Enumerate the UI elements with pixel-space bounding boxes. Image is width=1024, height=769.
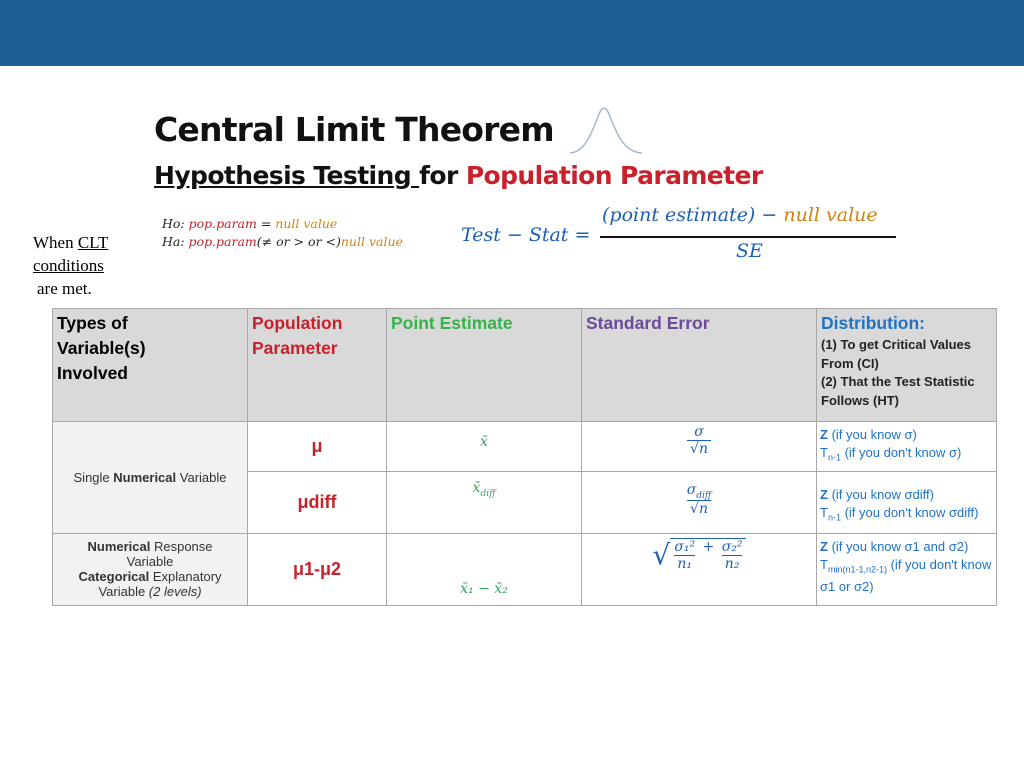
param-mudiff: μdiff: [248, 471, 387, 533]
se-diff-num-sub: diff: [696, 490, 712, 501]
header-types-line1: Types of: [57, 313, 128, 333]
param-mu1-mu2: μ1-μ2: [248, 533, 387, 605]
null-hypothesis: [162, 216, 337, 231]
side-note-met: are met.: [37, 279, 92, 298]
dist-mu-t-text: (if you don't know σ): [840, 445, 962, 460]
clt-summary-table: [52, 308, 997, 606]
ho-param: pop.param: [188, 216, 257, 231]
group1-post: Variable: [176, 469, 227, 485]
header-point-estimate-label: Point Estimate: [391, 313, 513, 333]
se-b-num: σ₂²: [721, 538, 743, 555]
dist-two-t-text: (if you don't know σ1 or σ2): [820, 556, 992, 595]
dist-sub-line3: (2) That the Test Statistic: [821, 374, 975, 389]
param-mu: μ: [248, 422, 387, 472]
standard-error-mudiff: [582, 471, 817, 533]
header-population: [248, 309, 387, 422]
header-standard-error-label: Standard Error: [586, 313, 710, 333]
point-estimate-xbar1-xbar2: x̄₁ − x̄₂: [387, 533, 582, 605]
se-a-den: n₁: [674, 555, 695, 572]
test-stat-lhs: Test − Stat =: [461, 224, 591, 246]
bell-curve-icon: [568, 104, 644, 156]
header-standard-error: [582, 309, 817, 422]
ha-lead: Ha:: [162, 234, 189, 249]
se-plus: +: [702, 538, 715, 555]
test-stat-numerator: [602, 204, 878, 226]
se-b-den: n₂: [722, 555, 743, 572]
standard-error-mu: [582, 422, 817, 472]
header-bar: [0, 0, 1024, 66]
header-point-estimate: [387, 309, 582, 422]
ho-lead: Ho:: [162, 216, 189, 231]
subtitle-hypothesis-testing: Hypothesis Testing: [154, 161, 420, 190]
group1-bold: Numerical: [113, 469, 177, 485]
dist-sub-line1: (1) To get Critical Values: [821, 337, 972, 352]
group2-l3-bold: Categorical: [78, 569, 150, 585]
header-distribution-label: Distribution:: [821, 313, 926, 333]
dist-mu-t-sub: n-1: [827, 452, 841, 463]
header-types-line3: Involved: [57, 363, 128, 383]
header-population-line2: Parameter: [252, 338, 338, 358]
distribution-mudiff: [817, 471, 997, 533]
dist-sub-line4: Follows (HT): [821, 392, 899, 408]
dist-diff-t-sub: n-1: [827, 512, 841, 523]
test-stat-denominator: SE: [736, 240, 763, 262]
group2-l4-italic: (2 levels): [148, 584, 202, 600]
dist-two-z: Z: [820, 538, 828, 554]
ha-operators: (≠ or > or <): [256, 234, 341, 249]
group2-l4-pre: Variable: [98, 584, 149, 600]
header-types: [53, 309, 248, 422]
se-diff-num: σ: [686, 481, 697, 498]
numerator-null-value: null value: [783, 204, 878, 226]
row-group-single-numerical: [53, 422, 248, 534]
side-note-clt: CLT: [77, 233, 109, 252]
clt-side-note: [33, 231, 108, 300]
se-mu-num: σ: [694, 424, 704, 440]
row-group-numerical-categorical: [53, 533, 248, 605]
se-diff-den: √n: [687, 500, 711, 517]
alternative-hypothesis: [162, 234, 403, 249]
dist-mu-z: Z: [820, 427, 828, 442]
dist-mu-t: T: [820, 445, 828, 460]
dist-diff-t-text: (if you don't know σdiff): [840, 504, 979, 520]
header-population-line1: Population: [252, 313, 343, 333]
table-row: [53, 422, 997, 472]
radical-sign-icon: √: [652, 538, 671, 572]
ha-null: null value: [340, 234, 403, 249]
se-mu-den: √n: [687, 440, 711, 457]
group2-l2: Variable: [126, 554, 174, 570]
table-row: [53, 533, 997, 605]
dist-diff-z: Z: [820, 486, 828, 502]
dist-two-t: T: [820, 556, 828, 572]
dist-diff-t: T: [820, 504, 828, 520]
numerator-minus: −: [755, 204, 784, 226]
standard-error-mu1-mu2: [582, 533, 817, 605]
dist-sub-line2: From (CI): [821, 355, 879, 371]
point-estimate-xbar: x̄: [387, 422, 582, 472]
se-a-num: σ₁²: [674, 538, 696, 555]
group2-l1-bold: Numerical: [87, 539, 151, 555]
side-note-when: When: [33, 233, 78, 252]
table-header-row: [53, 309, 997, 422]
test-stat-fraction-bar: [600, 236, 896, 238]
dist-mu-z-text: (if you know σ): [827, 427, 917, 442]
side-note-conditions: conditions: [33, 256, 104, 275]
dist-two-z-text: (if you know σ1 and σ2): [827, 538, 969, 554]
ho-null: null value: [275, 216, 338, 231]
header-distribution: [817, 309, 997, 422]
point-estimate-xbar-diff: [387, 471, 582, 533]
pe-diff-sub: diff: [480, 488, 496, 499]
subtitle-population-parameter: Population Parameter: [465, 161, 763, 190]
ha-param: pop.param: [188, 234, 257, 249]
pe-diff-xbar: x̄: [472, 479, 481, 496]
group1-pre: Single: [73, 469, 114, 485]
slide-title: Central Limit Theorem: [154, 110, 554, 149]
numerator-point-estimate: (point estimate): [602, 204, 756, 226]
dist-diff-z-text: (if you know σdiff): [827, 486, 934, 502]
group2-l3-rest: Explanatory: [149, 569, 222, 585]
group2-l1-rest: Response: [150, 539, 213, 555]
header-types-line2: Variable(s): [57, 338, 146, 358]
slide-subtitle: [154, 161, 763, 190]
dist-two-t-sub: min(n1-1,n2-1): [827, 564, 887, 575]
ho-equals: =: [256, 216, 276, 231]
distribution-mu1-mu2: [817, 533, 997, 605]
subtitle-for: for: [419, 161, 466, 190]
distribution-mu: [817, 422, 997, 472]
